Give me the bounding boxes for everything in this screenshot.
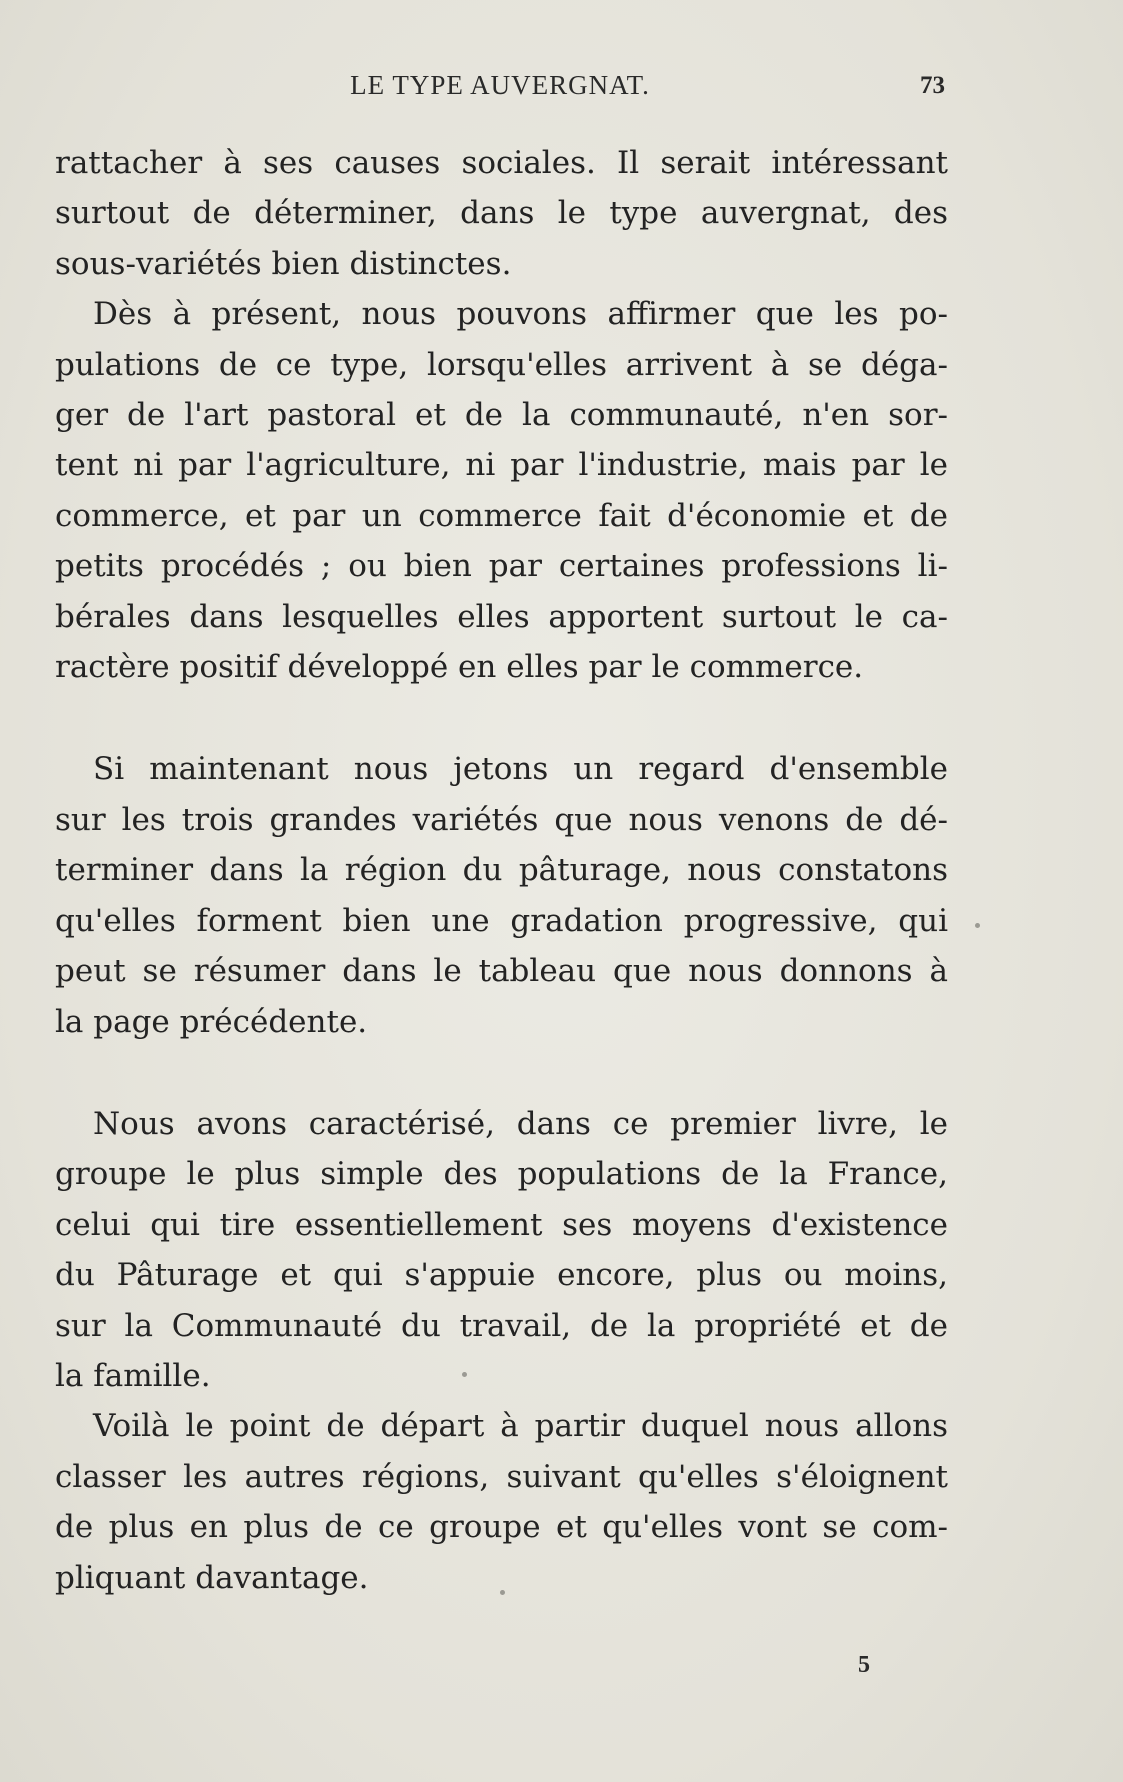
text-line: terminer dans la région du pâturage, nous constatons (55, 852, 948, 889)
text-line: sous-variétés bien distinctes. (55, 245, 512, 282)
paragraph-1 (55, 138, 948, 289)
text-line: la page précédente. (55, 1003, 368, 1040)
paragraph-3 (55, 744, 948, 1046)
text-line: pliquant davantage. (55, 1559, 369, 1596)
text-line: sur les trois grandes variétés que nous venons de dé- (55, 801, 948, 838)
paragraph-5 (55, 1401, 948, 1603)
text-line: la famille. (55, 1357, 211, 1394)
text-line: groupe le plus simple des populations de la France, (55, 1156, 948, 1193)
text-line: Si maintenant nous jetons un regard d'ensemble (93, 751, 948, 788)
text-line: bérales dans lesquelles elles apportent surtout le ca- (55, 598, 948, 635)
text-line: tent ni par l'agriculture, ni par l'industrie, mais par le (55, 447, 948, 484)
paragraph-2 (55, 289, 948, 692)
text-line: ractère positif développé en elles par le commerce. (55, 649, 864, 686)
paper-speck (462, 1372, 467, 1377)
text-line: pulations de ce type, lorsqu'elles arrivent à se déga- (55, 346, 948, 383)
text-line: Voilà le point de départ à partir duquel nous allons (93, 1408, 948, 1445)
text-line: sur la Communauté du travail, de la propriété et de (55, 1307, 948, 1344)
text-line: ger de l'art pastoral et de la communauté, n'en sor- (55, 397, 948, 434)
section-gap (55, 1047, 948, 1099)
paper-speck (975, 923, 980, 928)
text-line: classer les autres régions, suivant qu'elles s'éloignent (55, 1458, 948, 1495)
paper-speck (500, 1590, 505, 1595)
text-line: du Pâturage et qui s'appuie encore, plus ou moins, (55, 1257, 948, 1294)
section-gap (55, 692, 948, 744)
text-line: commerce, et par un commerce fait d'économie et de (55, 497, 948, 534)
text-line: surtout de déterminer, dans le type auvergnat, des (55, 195, 948, 232)
page-number: 73 (920, 72, 945, 99)
signature-mark: 5 (858, 1652, 870, 1678)
text-line: Nous avons caractérisé, dans ce premier livre, le (93, 1105, 948, 1142)
text-line: de plus en plus de ce groupe et qu'elles vont se com- (55, 1509, 948, 1546)
text-line: rattacher à ses causes sociales. Il serait intéressant (55, 145, 948, 181)
text-line: celui qui tire essentiellement ses moyens d'existence (55, 1206, 948, 1243)
paragraph-4 (55, 1099, 948, 1401)
body-text (55, 138, 948, 1603)
text-line: Dès à présent, nous pouvons affirmer que les po- (93, 296, 948, 333)
text-line: qu'elles forment bien une gradation progressive, qui (55, 902, 948, 939)
text-line: petits procédés ; ou bien par certaines professions li- (55, 548, 948, 585)
running-title: LE TYPE AUVERGNAT. (350, 70, 650, 100)
text-line: peut se résumer dans le tableau que nous donnons à (55, 953, 948, 990)
running-header (55, 70, 945, 110)
